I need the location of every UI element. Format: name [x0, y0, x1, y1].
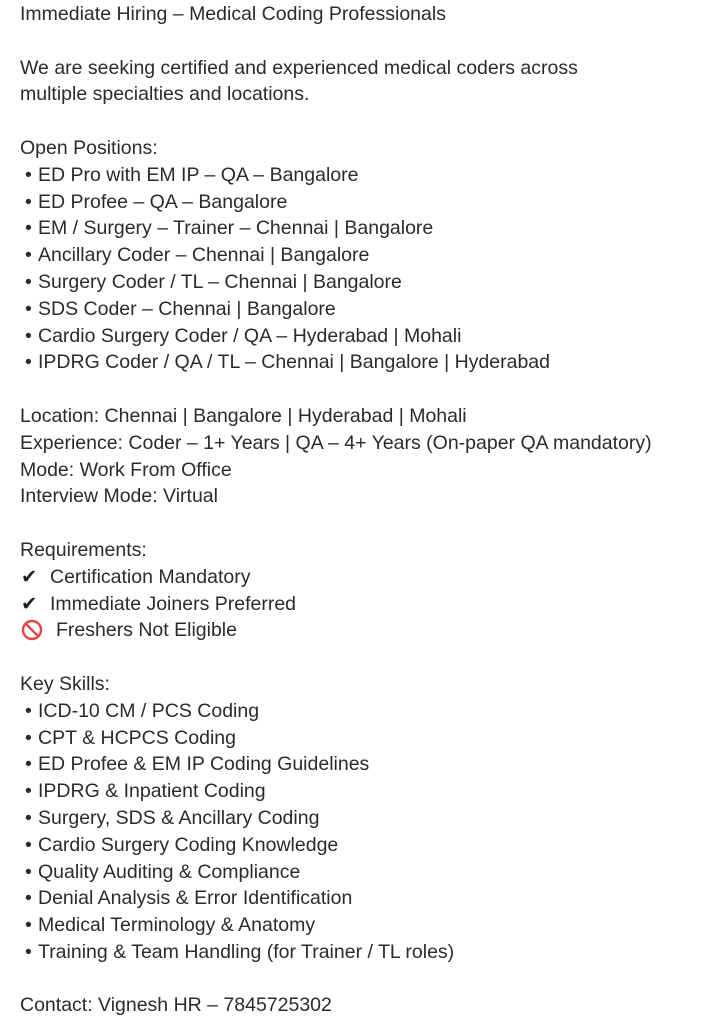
position-item [20, 215, 700, 242]
requirement-text: Immediate Joiners Preferred [50, 592, 297, 615]
spacer [20, 510, 700, 537]
position-item [20, 189, 700, 216]
position-item [20, 269, 700, 296]
skill-item-text: Medical Terminology & Anatomy [38, 914, 316, 937]
check-icon: ✔ [21, 565, 38, 588]
skill-item [20, 832, 700, 859]
experience-line: Experience: Coder – 1+ Years | QA – 4+ Years (On-paper QA mandatory) [20, 431, 652, 454]
intro-line: We are seeking certified and experienced medical coders across [20, 56, 578, 79]
position-item-text: ED Pro with EM IP – QA – Bangalore [38, 163, 359, 186]
skill-item-text: CPT & HCPCS Coding [38, 726, 236, 749]
position-item [20, 296, 700, 323]
bullet-icon: • [25, 217, 32, 240]
spacer [20, 28, 700, 55]
skill-item [20, 859, 700, 886]
contact-line: Contact: Vignesh HR – 7845725302 [20, 994, 332, 1017]
spacer [20, 108, 700, 135]
bullet-icon: • [25, 940, 32, 963]
bullet-icon: • [25, 833, 32, 856]
position-item-text: Surgery Coder / TL – Chennai | Bangalore [38, 270, 402, 293]
requirement-text: Certification Mandatory [50, 565, 251, 588]
skill-item [20, 725, 700, 752]
requirement-item [20, 564, 700, 591]
bullet-icon: • [25, 244, 32, 267]
skill-item-text: Training & Team Handling (for Trainer / TL roles) [38, 940, 455, 963]
position-item-text: SDS Coder – Chennai | Bangalore [38, 297, 336, 320]
bullet-icon: • [25, 297, 32, 320]
skill-item [20, 939, 700, 966]
job-post [20, 1, 700, 1033]
requirement-item [20, 591, 700, 618]
position-item-text: EM / Surgery – Trainer – Chennai | Bangalore [38, 217, 434, 240]
skill-item [20, 805, 700, 832]
check-icon: ✔ [21, 592, 38, 615]
spacer [20, 644, 700, 671]
position-item-text: Cardio Surgery Coder / QA – Hyderabad | Mohali [38, 324, 462, 347]
bullet-icon: • [25, 190, 32, 213]
cut-off-line [20, 1019, 700, 1033]
position-item-text: IPDRG Coder / QA / TL – Chennai | Bangalore | Hyderabad [38, 351, 550, 374]
skill-item-text: Surgery, SDS & Ancillary Coding [38, 806, 320, 829]
skill-item [20, 912, 700, 939]
position-item [20, 349, 700, 376]
skill-item [20, 698, 700, 725]
position-item-text: ED Profee – QA – Bangalore [38, 190, 288, 213]
requirements-heading: Requirements: [20, 538, 147, 561]
bullet-icon: • [25, 753, 32, 776]
key-skills-list [20, 698, 700, 966]
bullet-icon: • [25, 780, 32, 803]
skill-item [20, 778, 700, 805]
bullet-icon: • [25, 887, 32, 910]
bullet-icon: • [25, 699, 32, 722]
open-positions-list [20, 162, 700, 376]
location-line: Location: Chennai | Bangalore | Hyderabad | Mohali [20, 404, 467, 427]
open-positions-heading: Open Positions: [20, 136, 158, 159]
skill-item-text: ED Profee & EM IP Coding Guidelines [38, 753, 370, 776]
skill-item-text: Quality Auditing & Compliance [38, 860, 301, 883]
bullet-icon: • [25, 860, 32, 883]
skill-item-text: Denial Analysis & Error Identification [38, 887, 353, 910]
skill-item-text: Cardio Surgery Coding Knowledge [38, 833, 339, 856]
post-title: Immediate Hiring – Medical Coding Professionals [20, 3, 446, 25]
spacer [20, 376, 700, 403]
position-item [20, 242, 700, 269]
position-item-text: Ancillary Coder – Chennai | Bangalore [38, 244, 370, 267]
skill-item-text: ICD-10 CM / PCS Coding [38, 699, 260, 722]
bullet-icon: • [25, 163, 32, 186]
bullet-icon: • [25, 726, 32, 749]
key-skills-heading: Key Skills: [20, 672, 110, 695]
skill-item [20, 885, 700, 912]
intro-line: multiple specialties and locations. [20, 83, 310, 106]
skill-item [20, 751, 700, 778]
skill-item-text: IPDRG & Inpatient Coding [38, 780, 266, 803]
bullet-icon: • [25, 324, 32, 347]
mode-line: Mode: Work From Office [20, 458, 232, 481]
interview-mode-line: Interview Mode: Virtual [20, 485, 218, 508]
bullet-icon: • [25, 270, 32, 293]
spacer [20, 966, 700, 993]
prohibited-icon [20, 619, 56, 639]
bullet-icon: • [25, 351, 32, 374]
requirement-text: Freshers Not Eligible [56, 619, 237, 642]
bullet-icon: • [25, 806, 32, 829]
bullet-icon: • [25, 914, 32, 937]
position-item [20, 323, 700, 350]
requirement-item [20, 617, 700, 644]
position-item [20, 162, 700, 189]
